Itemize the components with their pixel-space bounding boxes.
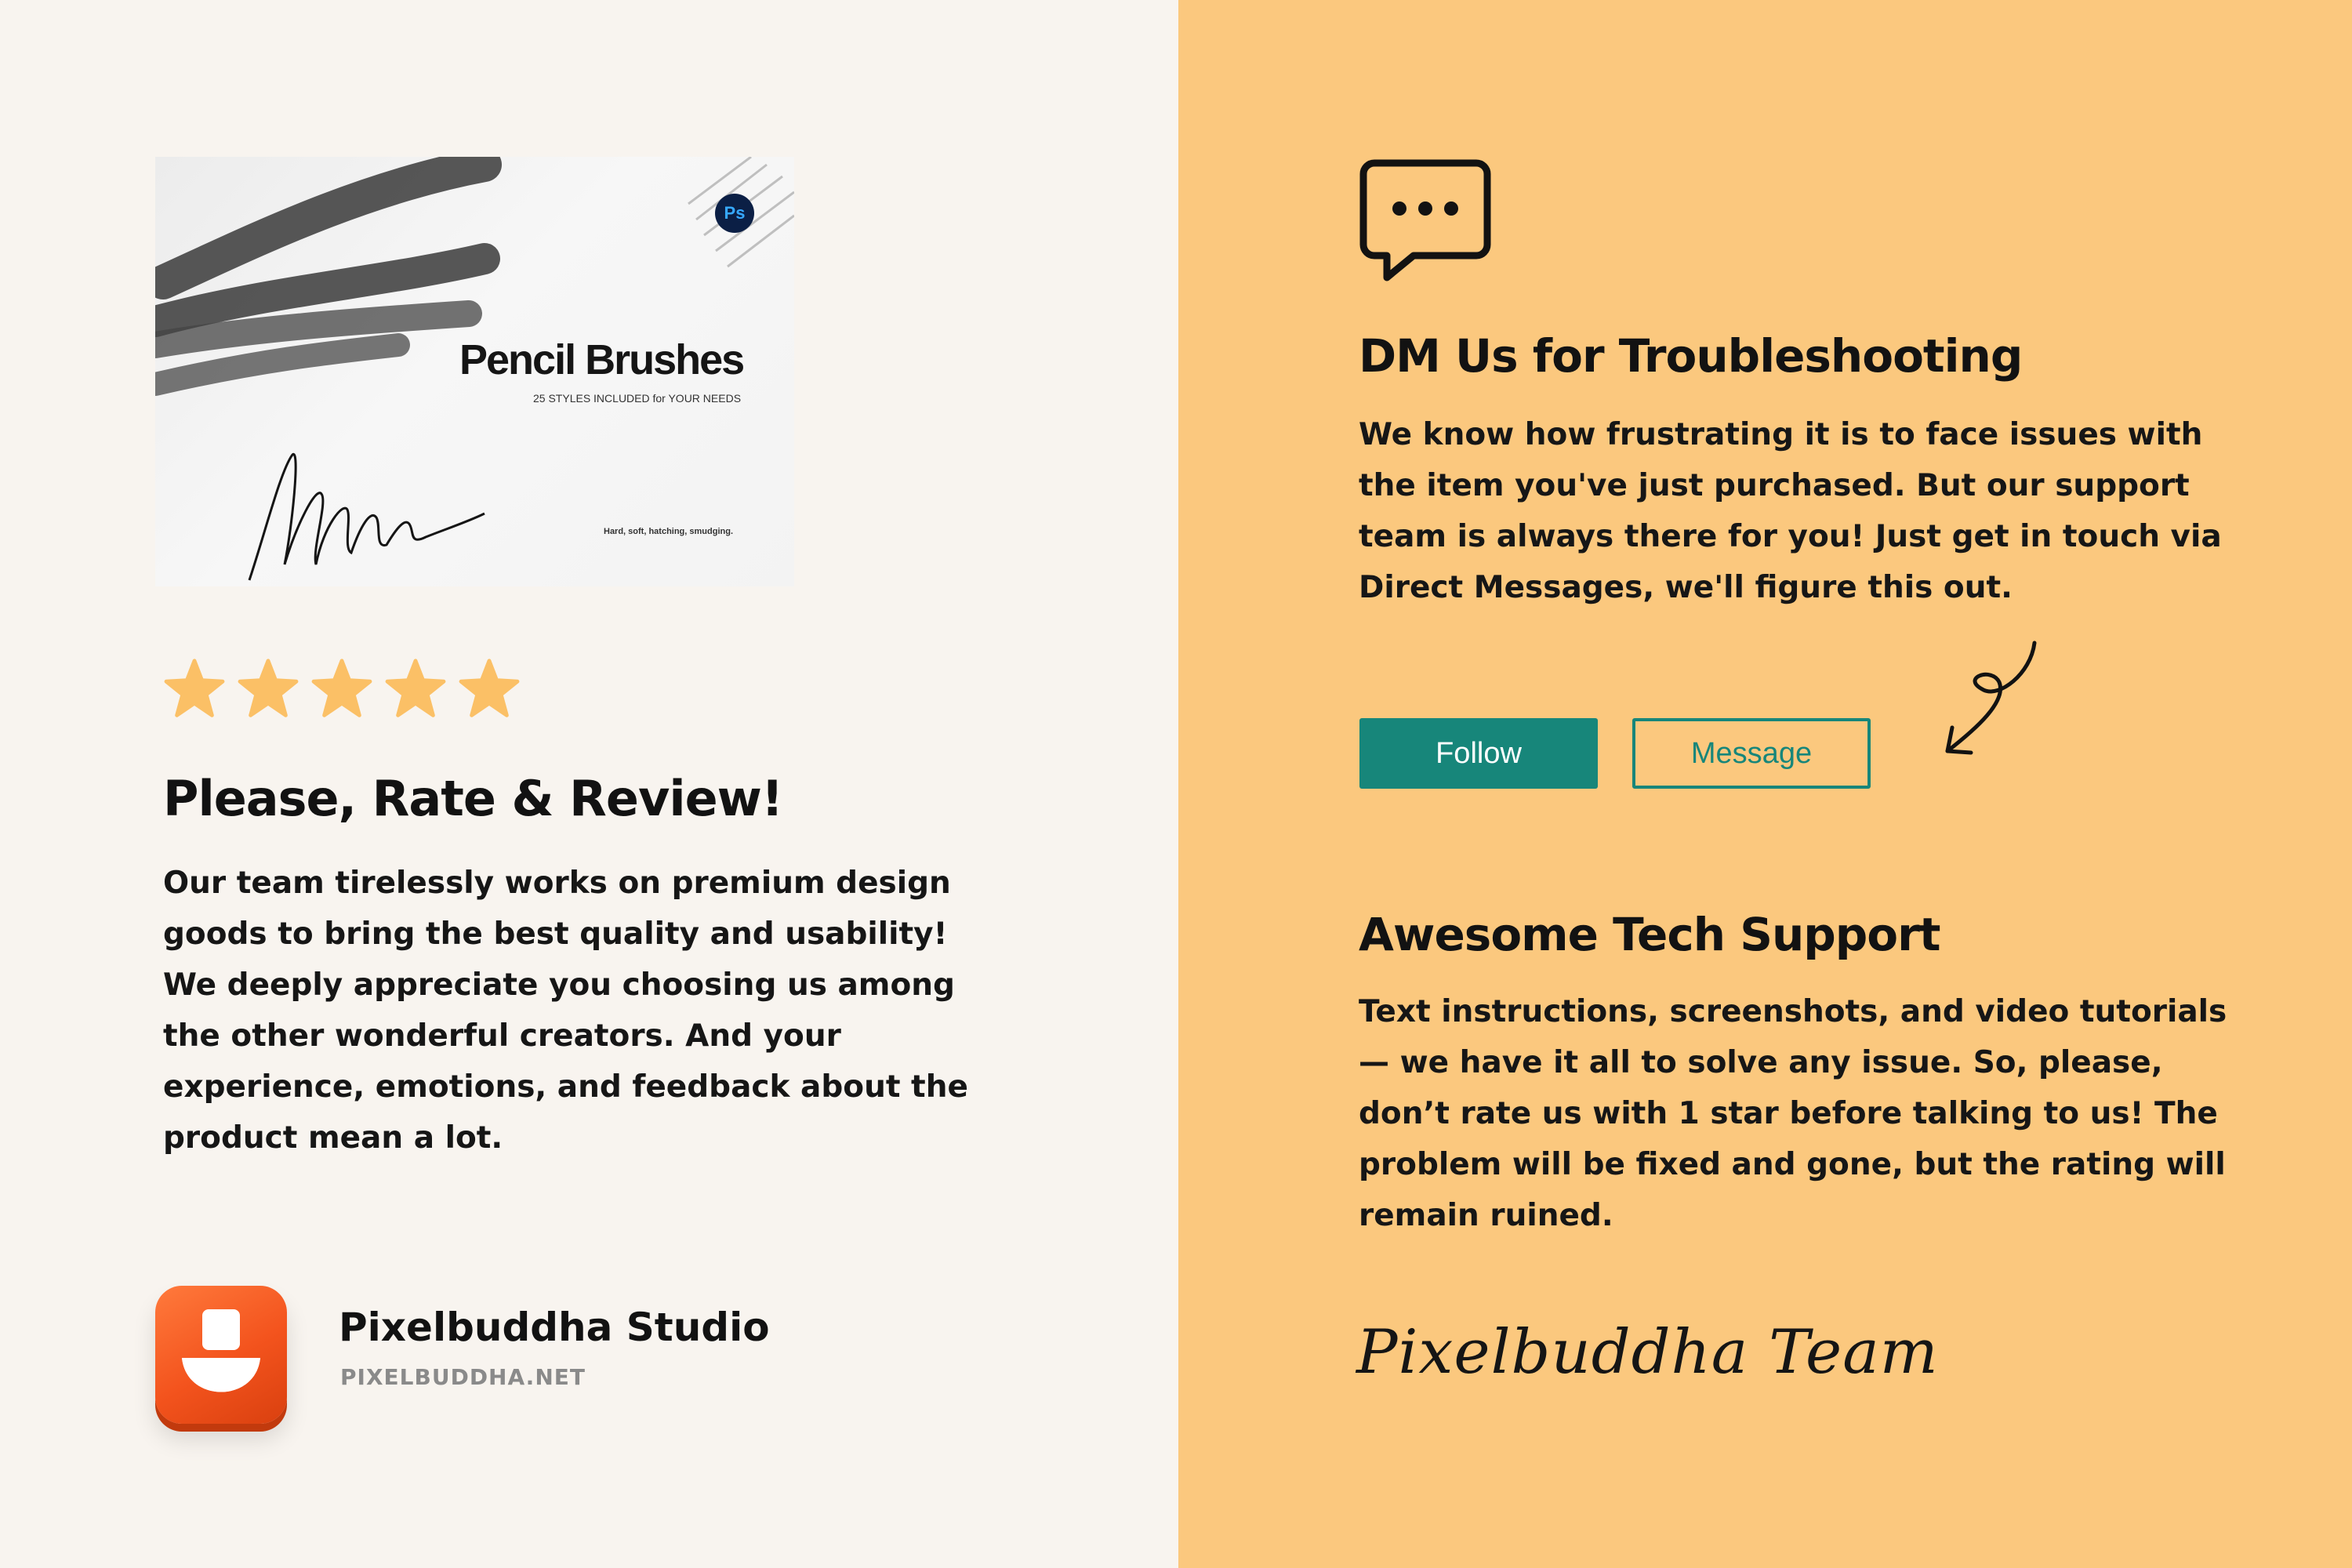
message-button[interactable]: Message: [1632, 718, 1871, 789]
pixelbuddha-logo: [155, 1286, 287, 1424]
preview-subtitle: 25 STYLES INCLUDED for YOUR NEEDS: [533, 392, 742, 405]
star-rating[interactable]: [163, 657, 521, 720]
star-icon[interactable]: [163, 657, 226, 720]
chat-bubble-icon: [1359, 157, 1492, 282]
smile-face-icon: [155, 1286, 287, 1424]
rate-review-heading: Please, Rate & Review!: [163, 770, 783, 827]
signature-text: Pixelbuddha Team: [1356, 1317, 1939, 1388]
tech-support-heading: Awesome Tech Support: [1359, 908, 1940, 961]
rate-review-paragraph: Our team tirelessly works on premium design goods to bring the best quality and usability! We deeply appreciate you choosing us among the other wonderful creators. And your experience, emotions, and feedback about the product mean a lot.: [163, 866, 968, 1156]
curly-arrow-icon: [1936, 635, 2046, 768]
tech-support-paragraph: Text instructions, screenshots, and video tutorials — we have it all to solve any issue. So, please, don’t rate us with 1 star before talking to us! The problem will be fixed and gone, but the rating will remain ruined.: [1359, 994, 2227, 1233]
follow-button[interactable]: Follow: [1359, 718, 1598, 789]
star-icon[interactable]: [310, 657, 373, 720]
star-icon[interactable]: [384, 657, 447, 720]
photoshop-badge-icon: Ps: [715, 194, 754, 233]
brand-url-link[interactable]: PIXELBUDDHA.NET: [340, 1364, 586, 1390]
preview-tagline: Hard, soft, hatching, smudging.: [604, 527, 733, 536]
dm-heading: DM Us for Troubleshooting: [1359, 329, 2023, 383]
brand-name: Pixelbuddha Studio: [339, 1305, 770, 1350]
star-icon[interactable]: [237, 657, 299, 720]
dm-paragraph: We know how frustrating it is to face issues with the item you've just purchased. But our support team is always there for you! Just get in touch via Direct Messages, we'll figure this out.: [1359, 417, 2222, 605]
star-icon[interactable]: [458, 657, 521, 720]
preview-title: Pencil Brushes: [459, 336, 744, 383]
